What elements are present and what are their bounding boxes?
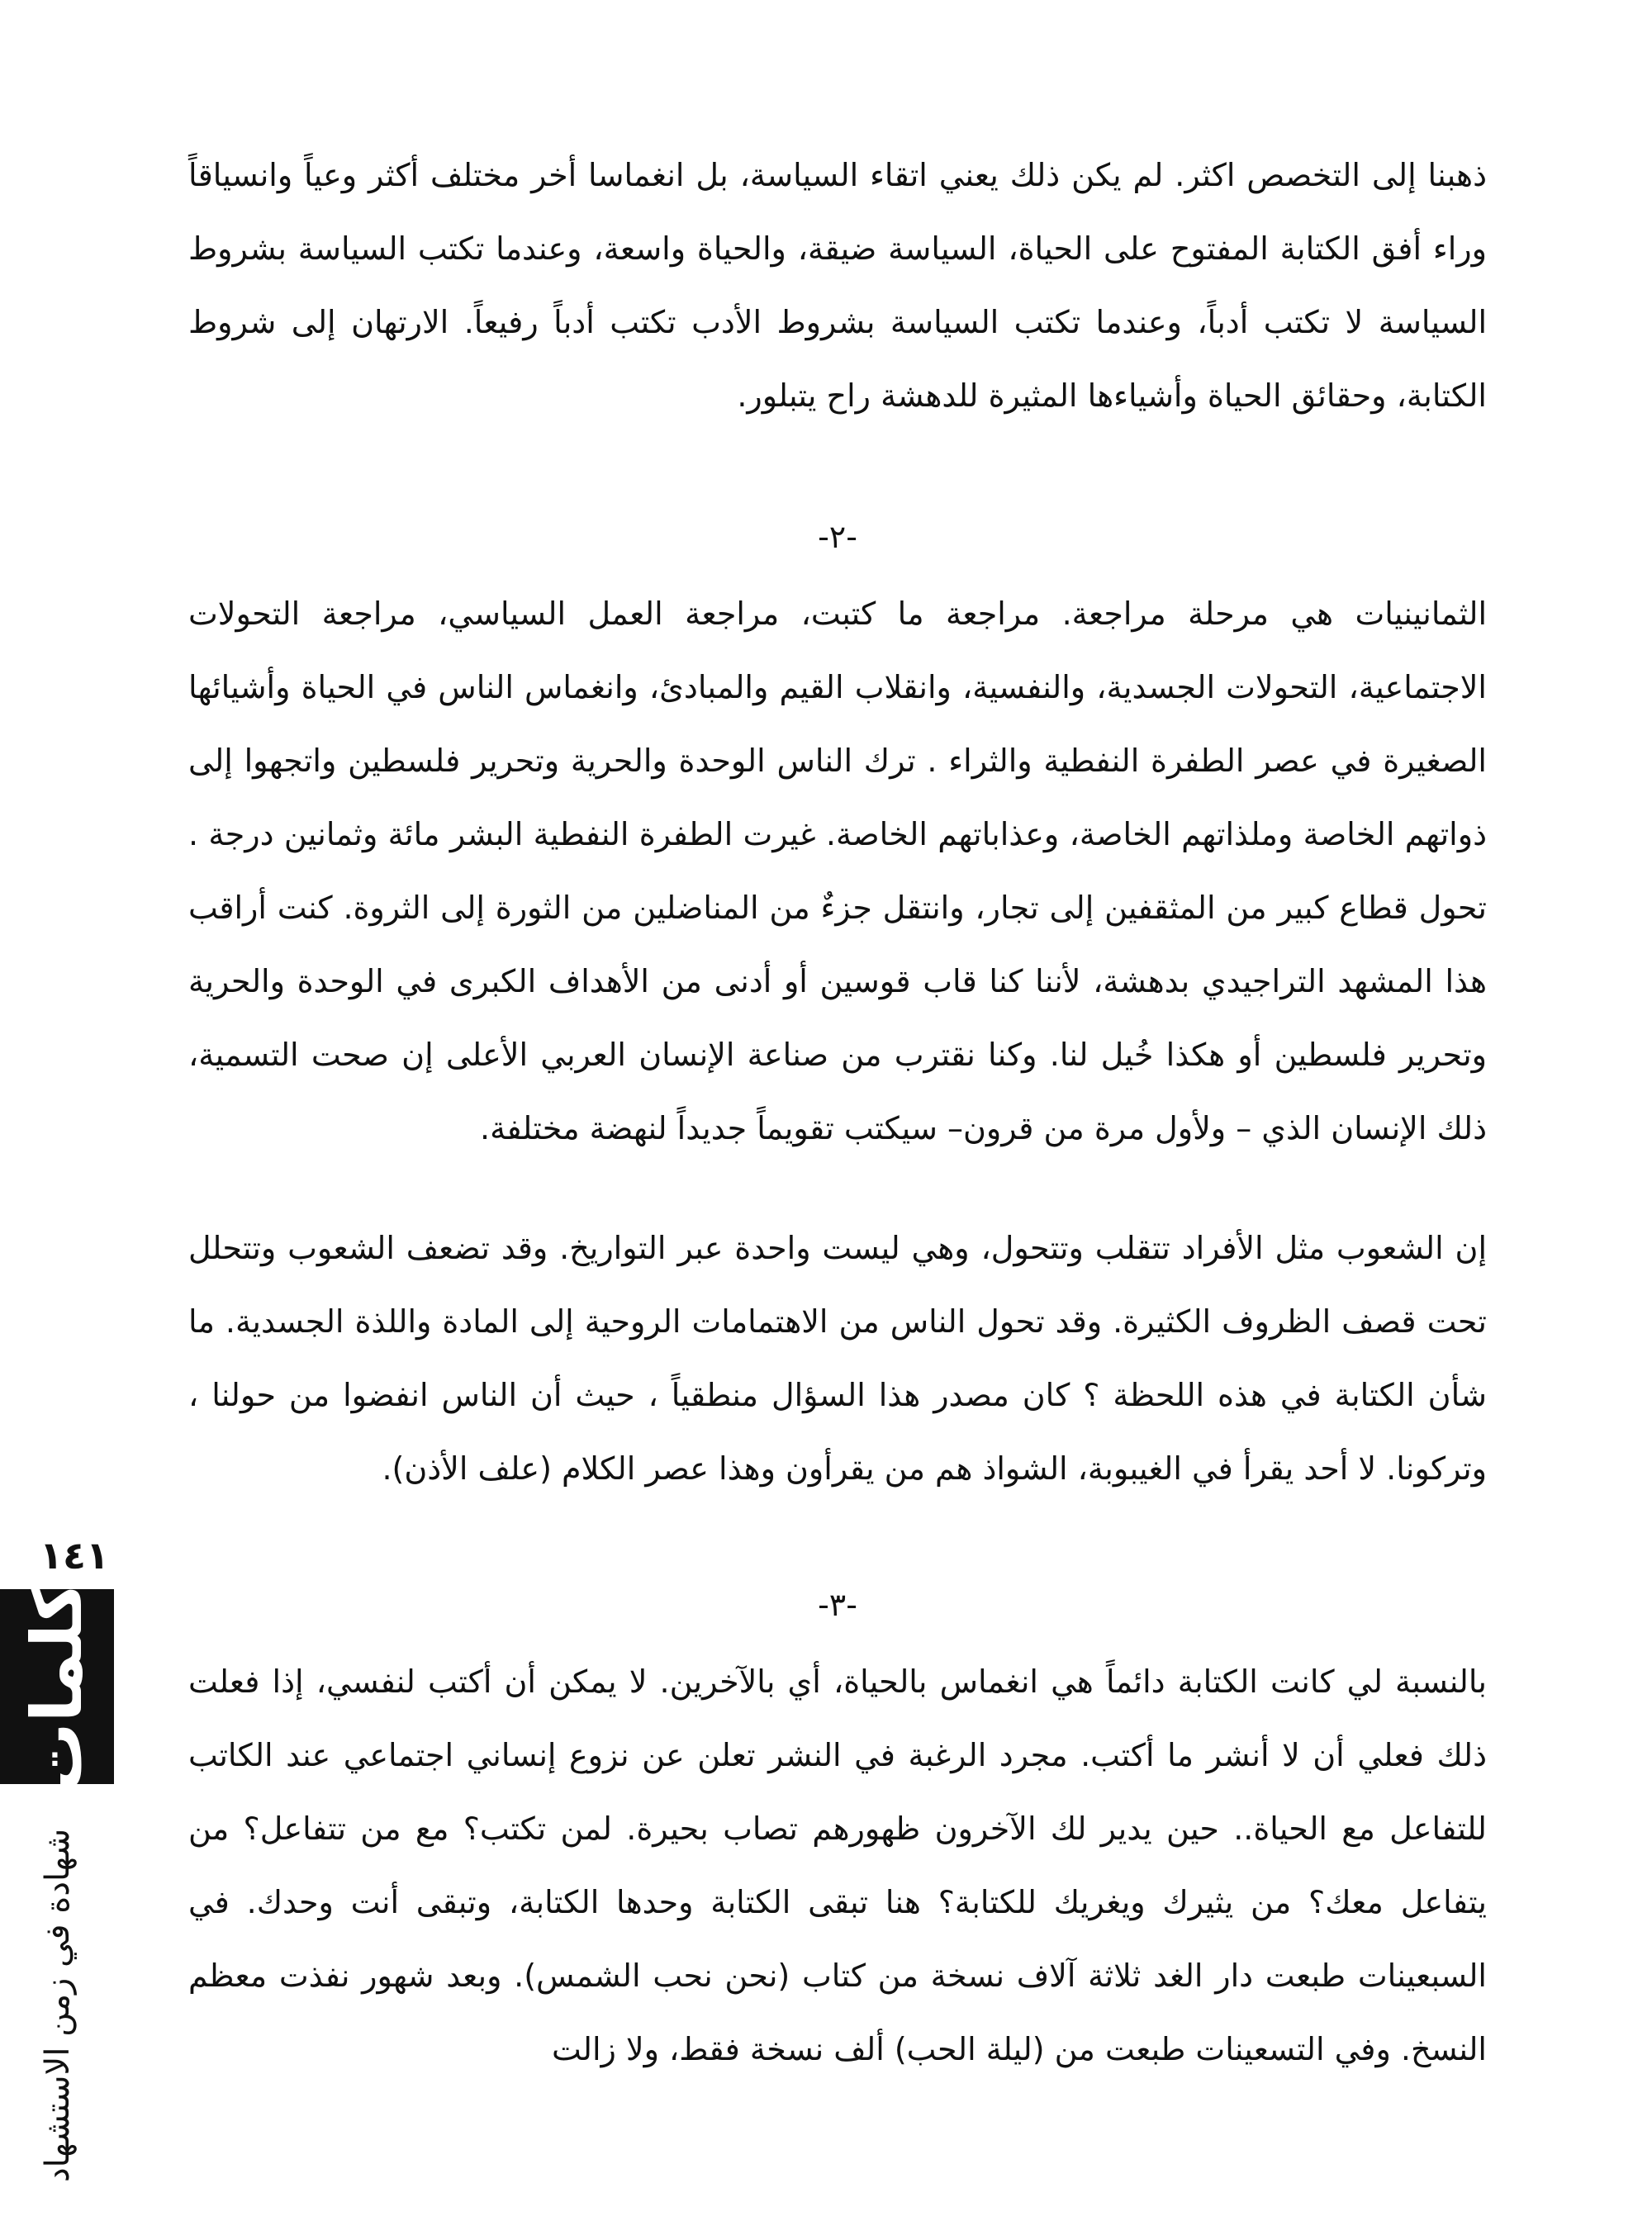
section-heading-2: -٢- <box>818 519 857 555</box>
paragraph-3: إن الشعوب مثل الأفراد تتقلب وتتحول، وهي ليست واحدة عبر التواريخ. وقد تضعف الشعوب وتتحلل تحت قصف الظروف الكثيرة. وقد تحول الناس من الاهتمامات الروحية إلى المادة واللذة الجسدية. ما شأن الكتابة في هذه اللحظة ؟ كان مصدر هذا السؤال منطقياً ، حيث أن الناس انفضوا من حولنا ، وتركونا. لا أحد يقرأ في الغيبوبة، الشواذ هم من يقرأون وهذا عصر الكلام (علف الأذن). <box>188 1230 1487 1487</box>
paragraph-4: بالنسبة لي كانت الكتابة دائماً هي انغماس بالحياة، أي بالآخرين. لا يمكن أن أكتب لنفسي، إذا فعلت ذلك فعلي أن لا أنشر ما أكتب. مجرد الرغبة في النشر تعلن عن نزوع إنساني اجتماعي عند الكاتب للتفاعل مع الحياة.. حين يدير لك الآخرون ظهورهم تصاب بحيرة. لمن تكتب؟ مع من تتفاعل؟ من يتفاعل معك؟ من يثيرك ويغريك للكتابة؟ هنا تبقى الكتابة وحدها الكتابة، وتبقى أنت وحدك. في السبعينات طبعت دار الغد ثلاثة آلاف نسخة من كتاب (نحن نحب الشمس). وبعد شهور نفذت معظم النسخ. وفي التسعينات طبعت من (ليلة الحب) ألف نسخة فقط، ولا زالت <box>188 1663 1487 2067</box>
paragraph-1: ذهبنا إلى التخصص اكثر. لم يكن ذلك يعني اتقاء السياسة، بل انغماسا أخر مختلف أكثر وعياً وانسياقاً وراء أفق الكتابة المفتوح على الحياة، السياسة ضيقة، والحياة واسعة، وعندما تكتب السياسة بشروط السياسة لا تكتب أدباً، وعندما تكتب السياسة بشروط الأدب تكتب أدباً رفيعاً. الارتهان إلى شروط الكتابة، وحقائق الحياة وأشياءها المثيرة للدهشة راح يتبلور. <box>188 157 1487 414</box>
sidebar <box>0 1533 124 2183</box>
magazine-logo <box>0 1581 114 1792</box>
page-number: ١٤١ <box>39 1533 110 1578</box>
page-body <box>188 139 1487 2086</box>
paragraph-2: الثمانينيات هي مرحلة مراجعة. مراجعة ما كتبت، مراجعة العمل السياسي، مراجعة التحولات الاجتماعية، التحولات الجسدية، والنفسية، وانقلاب القيم والمبادئ، وانغماس الناس في الحياة وأشيائها الصغيرة في عصر الطفرة النفطية والثراء . ترك الناس الوحدة والحرية وتحرير فلسطين واتجهوا إلى ذواتهم الخاصة وملذاتهم الخاصة، وعذاباتهم الخاصة. غيرت الطفرة النفطية البشر مائة وثمانين درجة . تحول قطاع كبير من المثقفين إلى تجار، وانتقل جزءٌ من المناضلين من الثورة إلى الثروة. كنت أراقب هذا المشهد التراجيدي بدهشة، لأننا كنا قاب قوسين أو أدنى من الأهداف الكبرى في الوحدة والحرية وتحرير فلسطين أو هكذا خُيل لنا. وكنا نقترب من صناعة الإنسان العربي الأعلى إن صحت التسمية، ذلك الإنسان الذي – ولأول مرة من قرون– سيكتب تقويماً جديداً لنهضة مختلفة. <box>188 596 1487 1146</box>
logo-text: كلمات <box>17 1581 97 1792</box>
section-heading-3: -٣- <box>818 1587 857 1623</box>
running-title: شهادة في زمن الاستشهاد <box>39 1828 77 2183</box>
